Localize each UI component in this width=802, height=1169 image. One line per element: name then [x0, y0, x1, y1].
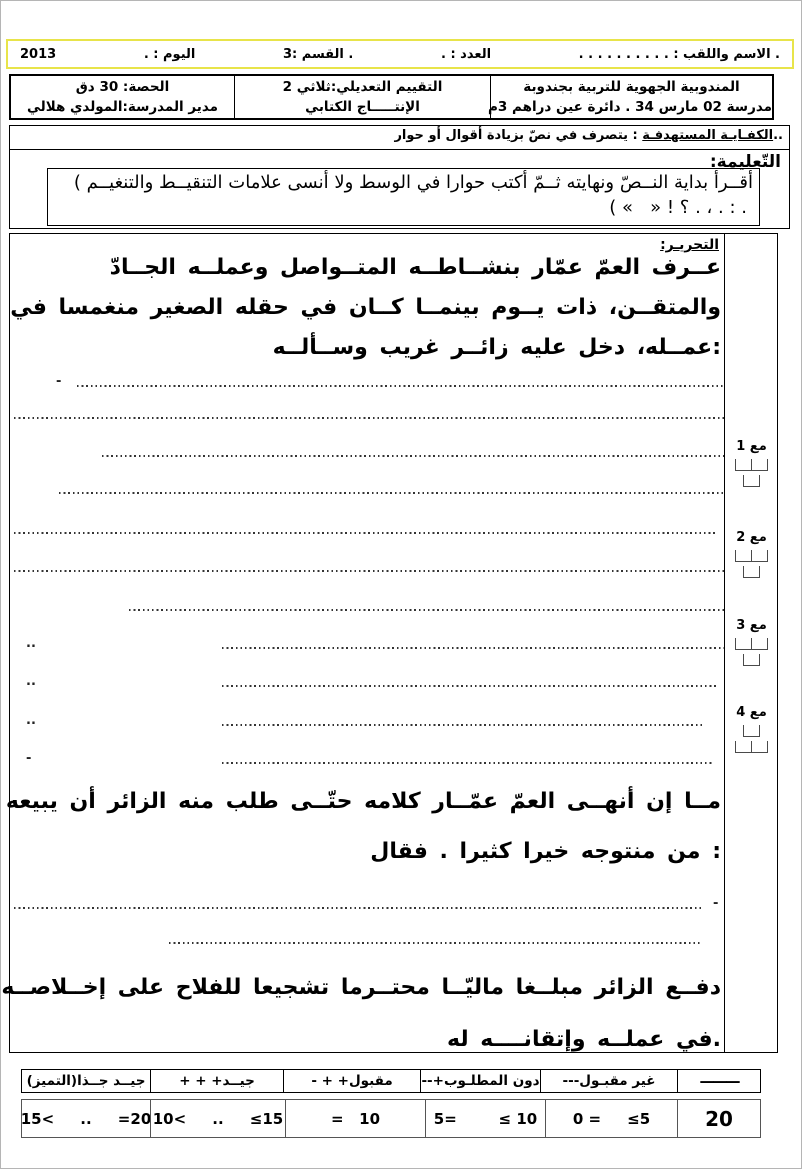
- editing-title: التحريـر:: [660, 237, 719, 253]
- class-field: . القسم :3: [282, 46, 354, 62]
- score-box: [751, 741, 768, 753]
- grade-header-excellent: جيــد جــذا(التميز): [26, 1073, 146, 1089]
- score-box: [743, 475, 760, 487]
- directorate-cell: [487, 76, 772, 118]
- grade-range-good: 10< .. ≤15: [150, 1100, 285, 1137]
- session-cell: [11, 76, 234, 118]
- writing-line: [77, 385, 724, 387]
- story3-line1: دفــع الزائر مبلــغا ماليّــا محتــرما تشجيعا للفلاح على إخــلاصــه: [1, 975, 721, 1000]
- score-box: [751, 638, 768, 650]
- year-label: 2013: [20, 46, 57, 62]
- criteria-label-4: مع 4: [736, 705, 767, 720]
- session-line2: مدير المدرسة:المولدي هلالي: [27, 99, 218, 115]
- stray-dash: -: [26, 751, 32, 766]
- writing-line: [102, 455, 724, 457]
- competency-label: الكفـايـة المستهدفـة: [642, 128, 774, 143]
- writing-line: [14, 417, 724, 419]
- story-middle-paragraph: [6, 777, 721, 877]
- student-name-field: . الاسم واللقب : . . . . . . . . . .: [578, 46, 780, 62]
- total-score: 20: [677, 1100, 760, 1137]
- instruction-title: التّعليمة:: [709, 152, 781, 172]
- student-identity-bar: [6, 39, 794, 69]
- writing-line: [14, 907, 704, 909]
- story3-line2: .في عملــه وإتقانــــه له: [447, 1027, 721, 1052]
- writing-line: [222, 685, 718, 687]
- grade-range-below-required: 5= ≤ 10: [425, 1100, 545, 1137]
- instruction-line2: ( « » ! ؟ . ، . : .: [609, 197, 747, 218]
- grade-range-unacceptable: 0 = ≤5: [545, 1100, 677, 1137]
- grade-range-excellent: 15< .. =20: [20, 1109, 152, 1128]
- competency-text: : يتصرف في نصّ بزيادة أقوال أو حوار: [394, 128, 643, 143]
- writing-line: [129, 609, 724, 611]
- score-box: [751, 459, 768, 471]
- directorate-line2: مدرسة 02 مارس 34 . دائرة عين دراهم 3م: [487, 99, 772, 115]
- stray-dots: ..: [26, 636, 36, 651]
- criteria-label-1: مع 1: [736, 439, 767, 454]
- criteria-group-2: [725, 530, 778, 578]
- story2-line1: مــا إن أنهــى العمّ عمّــار كلامه حتّــى طلب منه الزائر أن يبيعه: [5, 789, 721, 814]
- competency-line: [16, 128, 783, 143]
- story1-line2: والمتقــن، ذات يــوم بينمــا كــان في حقله الصغير منغمسا في: [10, 295, 721, 320]
- criteria-label-3: مع 3: [736, 618, 767, 633]
- stray-dots: ..: [26, 674, 36, 689]
- score-box: [735, 741, 752, 753]
- score-box: [751, 550, 768, 562]
- score-box: [743, 654, 760, 666]
- score-box-pair: [735, 550, 768, 562]
- criteria-group-1: [725, 439, 778, 487]
- session-line1: الحصة: 30 دق: [75, 79, 170, 95]
- grade-header-good: جيــد+ + +: [150, 1070, 283, 1092]
- grade-range-acceptable: = 10: [285, 1100, 425, 1137]
- score-box: [735, 459, 752, 471]
- grade-header-dash: ———: [677, 1070, 760, 1092]
- criteria-group-4: [725, 705, 778, 753]
- score-box-pair: [735, 741, 768, 753]
- instruction-line1: أقــرأ بداية النــصّ ونهايته ثــمّ أكتب حوارا في الوسط ولا أنسى علامات التنقيــط والتنغيــم ): [73, 172, 753, 193]
- evaluation-cell: [234, 76, 490, 118]
- story1-line3: :عمــله، دخل عليه زائــر غريب وســألــه: [272, 335, 721, 360]
- day-field: اليوم : .: [143, 46, 196, 62]
- writing-line: [14, 570, 724, 572]
- criteria-group-3: [725, 618, 778, 666]
- criteria-label-2: مع 2: [736, 530, 767, 545]
- grading-scale-header-row: [21, 1069, 761, 1093]
- grade-header-unacceptable: غير مقبـول---: [540, 1070, 677, 1092]
- stray-dots: ..: [26, 713, 36, 728]
- school-info-table: [9, 74, 774, 120]
- grading-scale-value-row: [21, 1099, 761, 1138]
- score-box-pair: [735, 459, 768, 471]
- competency-prefix: ..: [773, 128, 783, 143]
- writing-line: [169, 942, 702, 944]
- score-box: [743, 566, 760, 578]
- story2-line2: : من منتوجه خيرا كثيرا . فقال: [370, 839, 721, 864]
- score-box: [735, 550, 752, 562]
- story1-line1: عــرف العمّ عمّار بنشــاطــه المتــواصل وعملــه الجــادّ: [109, 255, 721, 280]
- writing-line: [222, 724, 702, 726]
- score-box-pair: [735, 638, 768, 650]
- evaluation-line1: التقييم التعديلي:ثلاثي 2: [282, 79, 443, 95]
- grade-number-field: العدد : .: [440, 46, 492, 62]
- score-box: [743, 725, 760, 737]
- composition-box: [1, 233, 778, 1053]
- writing-line: [222, 647, 724, 649]
- evaluation-line2: الإنتـــــاج الكتابي: [305, 99, 420, 115]
- competency-instruction-box: [9, 125, 790, 229]
- dialogue-dash: -: [56, 374, 62, 389]
- grade-header-below-required: دون المطلـوب+--: [420, 1070, 540, 1092]
- writing-line: [59, 492, 724, 494]
- criteria-column: [724, 234, 778, 1052]
- divider: [10, 149, 789, 150]
- grade-header-acceptable: مقبول+ + -: [283, 1070, 420, 1092]
- story-closing-paragraph: [1, 962, 721, 1066]
- score-box: [735, 638, 752, 650]
- story-opening-paragraph: [10, 248, 721, 368]
- instruction-box: [47, 168, 760, 226]
- writing-line: [14, 532, 717, 534]
- dialogue-dash: -: [713, 896, 719, 911]
- directorate-line1: المندوبية الجهوية للتربية بجندوبة: [523, 79, 740, 95]
- writing-line: [222, 762, 714, 764]
